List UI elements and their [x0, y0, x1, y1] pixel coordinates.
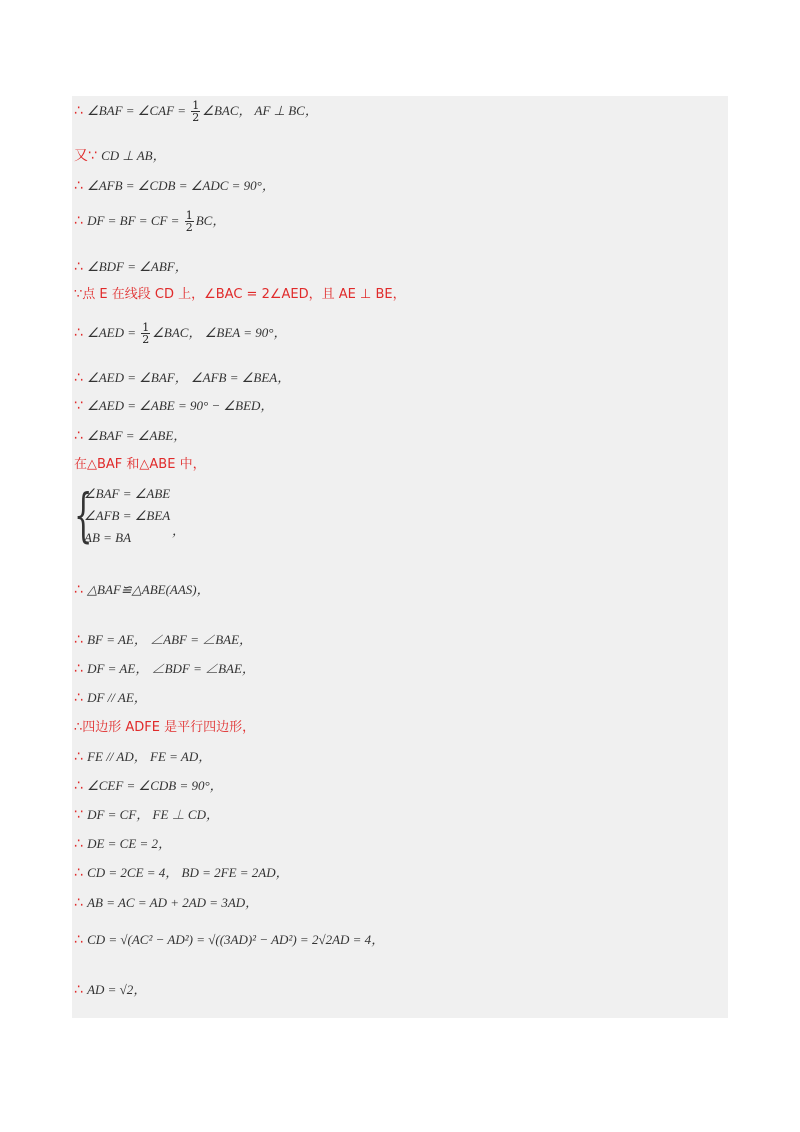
therefore-symbol: ∴	[74, 103, 83, 119]
equation: AD = √2	[87, 982, 134, 997]
therefore-symbol: ∴	[74, 582, 83, 598]
equation-part: BC	[195, 213, 213, 228]
step-11-in-triangles	[74, 457, 206, 473]
therefore-symbol: ∴	[74, 661, 83, 677]
therefore-symbol: ∴	[74, 370, 83, 386]
step-23-sqrt	[74, 932, 384, 949]
equation: DF = CF	[87, 807, 137, 822]
equation: DF = AE	[87, 661, 136, 676]
because-symbol: ∴	[74, 932, 83, 948]
parallelogram-text: ∴四边形 ADFE 是平行四边形，	[74, 720, 256, 735]
equation-tail: ， FE = AD，	[133, 749, 212, 764]
therefore-symbol: ∴	[74, 982, 83, 998]
step-14	[74, 661, 255, 678]
left-brace: {	[74, 481, 93, 549]
numerator: 1	[185, 209, 193, 222]
equation-tail: ， ∠BDF = ∠BAE，	[135, 661, 255, 676]
step-3	[74, 178, 275, 195]
equation: AB = AC = AD + 2AD = 3AD	[87, 895, 246, 910]
equation-tail: ， ∠AFB = ∠BEA，	[174, 370, 291, 385]
equation-tail: ，	[173, 428, 187, 443]
equation: CD = √(AC² − AD²) = √((3AD)² − AD²) = 2√2AD = 4	[87, 932, 372, 947]
step-12-congruence	[74, 582, 210, 599]
therefore-symbol: ∴	[74, 632, 83, 648]
denominator: 2	[185, 221, 193, 234]
step-24-answer	[74, 982, 146, 999]
condition-text: ∵点 E 在线段 CD 上，∠BAC = 2∠AED，且 AE ⊥ BE，	[74, 287, 406, 302]
equation-tail: ，	[152, 148, 166, 163]
equation-tail: ，	[245, 895, 259, 910]
equation-tail: ， ∠BEA = 90°，	[188, 325, 287, 340]
equation-tail: ，	[371, 932, 385, 947]
equation: DE = CE = 2	[87, 836, 159, 851]
equation-tail: ，	[133, 690, 147, 705]
therefore-symbol: ∴	[74, 690, 83, 706]
equation: ∠CEF = ∠CDB = 90°	[87, 778, 210, 793]
fraction	[141, 322, 150, 345]
therefore-symbol: ∴	[74, 749, 83, 765]
step-17	[74, 749, 211, 766]
therefore-symbol: ∴	[74, 259, 83, 275]
therefore-symbol: ∴	[74, 325, 83, 341]
equation: ∠BAF = ∠ABE	[87, 428, 174, 443]
step-19	[74, 807, 219, 824]
step-8	[74, 370, 290, 387]
equation-tail: ， BD = 2FE = 2AD，	[165, 865, 289, 880]
equation-tail: ， ∠ABF = ∠BAE，	[133, 632, 253, 647]
fraction	[185, 210, 194, 233]
step-16-parallelogram	[74, 720, 255, 736]
equation-tail: ，	[133, 982, 147, 997]
system-equation-1: ∠BAF = ∠ABE	[84, 486, 171, 501]
therefore-symbol: ∴	[74, 836, 83, 852]
numerator: 1	[142, 321, 150, 334]
therefore-symbol: ∴	[74, 895, 83, 911]
equation-tail: ， FE ⊥ CD，	[136, 807, 219, 822]
step-18	[74, 778, 223, 795]
numerator: 1	[192, 99, 200, 112]
equation-tail: ， AF ⊥ BC，	[238, 103, 318, 118]
equation: △BAF≌△ABE(AAS)	[87, 582, 197, 597]
therefore-symbol: ∴	[74, 865, 83, 881]
because-symbol: ∵	[74, 398, 83, 414]
equation-tail: ，	[209, 778, 223, 793]
denominator: 2	[142, 333, 150, 346]
equation: ∠AED =	[87, 325, 140, 340]
equation: FE // AD	[87, 749, 134, 764]
step-1	[74, 100, 318, 123]
step-20	[74, 836, 171, 853]
fraction	[191, 100, 200, 123]
system-equation-2: ∠AFB = ∠BEA	[84, 508, 171, 523]
equation-part: ∠BAC	[202, 103, 239, 118]
therefore-symbol: ∴	[74, 778, 83, 794]
step-21	[74, 865, 289, 882]
therefore-symbol: ∴	[74, 213, 83, 229]
step-5	[74, 259, 188, 276]
step-15	[74, 690, 147, 707]
step-9	[74, 398, 273, 415]
equation-tail: ，	[261, 178, 275, 193]
equation-tail: ，	[260, 398, 274, 413]
equation-tail: ，	[174, 259, 188, 274]
step-4	[74, 210, 225, 233]
equation: DF = BF = CF =	[87, 213, 183, 228]
equation-tail: ，	[158, 836, 172, 851]
because-symbol: ∵	[74, 807, 83, 823]
equation-part: ∠BAC	[152, 325, 189, 340]
step-2	[74, 148, 166, 165]
system-equation-3: AB = BA	[84, 530, 132, 545]
step-13	[74, 632, 252, 649]
equation: ∠AED = ∠BAF	[87, 370, 175, 385]
step-7	[74, 322, 286, 345]
equation-tail: ，	[212, 213, 226, 228]
equation-tail: ，	[196, 582, 210, 597]
equation: CD ⊥ AB	[101, 148, 153, 163]
equation: ∠BDF = ∠ABF	[87, 259, 175, 274]
step-22	[74, 895, 258, 912]
equation-system	[74, 481, 234, 550]
triangle-intro-text: 在△BAF 和△ABE 中，	[74, 457, 206, 472]
equation: ∠AED = ∠ABE = 90° − ∠BED	[87, 398, 261, 413]
equation: CD = 2CE = 4	[87, 865, 166, 880]
therefore-symbol: ∴	[74, 178, 83, 194]
step-6-condition	[74, 287, 406, 303]
equation: BF = AE	[87, 632, 134, 647]
because-symbol: 又∵	[74, 148, 97, 164]
step-10	[74, 428, 186, 445]
therefore-symbol: ∴	[74, 428, 83, 444]
equation: ∠BAF = ∠CAF =	[87, 103, 190, 118]
equation: ∠AFB = ∠CDB = ∠ADC = 90°	[87, 178, 262, 193]
equation: DF // AE	[87, 690, 134, 705]
system-tail: ，	[172, 523, 186, 538]
denominator: 2	[192, 111, 200, 124]
